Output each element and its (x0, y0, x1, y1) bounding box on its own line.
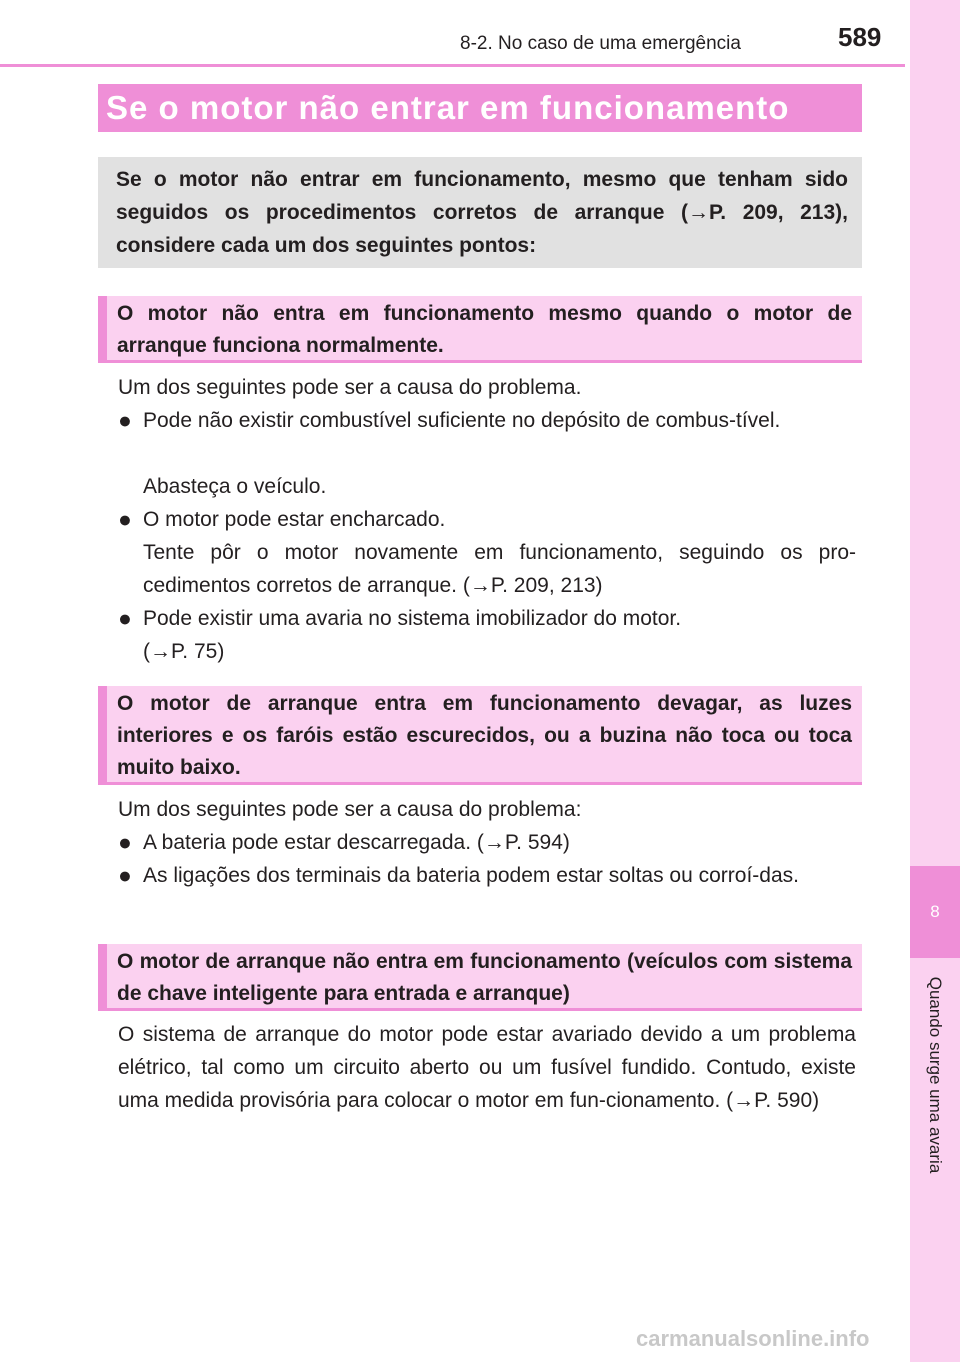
bullet-icon: ● (118, 407, 132, 433)
page-title: Se o motor não entrar em funcionamento (98, 84, 862, 132)
header-divider (0, 64, 905, 67)
section-title: 8-2. No caso de uma emergência (460, 33, 741, 54)
section-1-lead: Um dos seguintes pode ser a causa do problema. (118, 376, 582, 399)
chapter-title: Quando surge uma avaria (926, 976, 945, 1174)
list-item-text: As ligações dos terminais da bateria podem estar soltas ou corroí-das. (143, 864, 799, 887)
list-item (118, 503, 856, 536)
list-item-text: Pode existir uma avaria no sistema imobilizador do motor. (143, 607, 682, 630)
list-item-text: Pode não existir combustível suficiente no depósito de combus-tível. (143, 409, 781, 432)
bullet-icon: ● (118, 829, 132, 855)
list-item-note: Abasteça o veículo. (143, 475, 327, 498)
list-item-text: A bateria pode estar descarregada. (→P. 594) (143, 831, 570, 854)
list-item-note: (→P. 75) (143, 640, 225, 663)
bullet-icon: ● (118, 605, 132, 631)
page-number: 589 (838, 22, 882, 52)
section-heading-1: O motor não entra em funcionamento mesmo quando o motor de arranque funciona normalmente. (98, 296, 862, 363)
section-3-paragraph: O sistema de arranque do motor pode estar avariado devido a um problema elétrico, tal como um circuito aberto ou um fusível fundido. Contudo, existe uma medida provisória para colocar o motor em fun-cionamento. (→P. 590) (118, 1023, 856, 1112)
section-2-lead: Um dos seguintes pode ser a causa do problema: (118, 798, 582, 821)
list-item (118, 826, 856, 859)
section-heading-2: O motor de arranque entra em funcionamento devagar, as luzes interiores e os faróis estão escurecidos, ou a buzina não toca ou toca muito baixo. (98, 686, 862, 785)
intro-box: Se o motor não entrar em funcionamento, mesmo que tenham sido seguidos os procedimentos corretos de arranque (→P. 209, 213), considere cada um dos seguintes pontos: (98, 157, 862, 268)
list-item-note: Tente pôr o motor novamente em funcionamento, seguindo os pro-cedimentos corretos de arranque. (→P. 209, 213) (143, 541, 856, 597)
bullet-icon: ● (118, 506, 132, 532)
list-item (118, 602, 856, 635)
list-item (118, 404, 856, 437)
list-item (118, 859, 856, 892)
watermark: carmanualsonline.info (636, 1326, 870, 1351)
list-item-text: O motor pode estar encharcado. (143, 508, 446, 531)
section-heading-3: O motor de arranque não entra em funcionamento (veículos com sistema de chave inteligente para entrada e arranque) (98, 944, 862, 1011)
bullet-icon: ● (118, 862, 132, 888)
chapter-number: 8 (910, 866, 960, 958)
